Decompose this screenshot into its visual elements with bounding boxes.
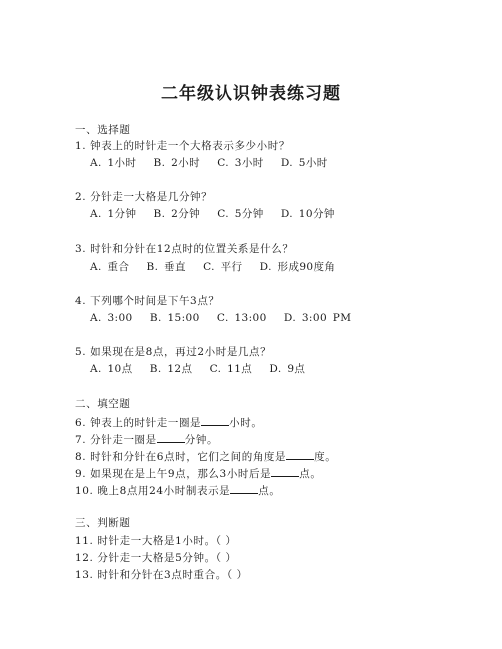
- section-heading-judge: 三、判断题: [75, 517, 131, 529]
- judge-item: 13. 时针和分针在3点时重合。（ ）: [75, 569, 248, 581]
- question-5-options: A. 10点 B. 12点 C. 11点 D. 9点: [90, 363, 306, 375]
- fill-item: [75, 483, 280, 498]
- judge-item: 11. 时针走一大格是1小时。（ ）: [75, 535, 237, 547]
- fill-item: [75, 432, 218, 447]
- question-2-options: A. 1分钟 B. 2分钟 C. 5分钟 D. 10分钟: [90, 208, 335, 220]
- question-1: 1. 钟表上的时针走一个大格表示多少小时？: [75, 140, 290, 152]
- answer-blank[interactable]: [286, 449, 314, 460]
- fill-item-suffix: 小时。: [229, 417, 263, 429]
- section-heading-choice: 一、选择题: [75, 124, 131, 136]
- fill-item-text: 10. 晚上8点用24小时制表示是: [75, 485, 231, 497]
- question-4: 4. 下列哪个时间是下午3点？: [75, 295, 220, 307]
- fill-item-text: 7. 分针走一圈是: [75, 434, 157, 446]
- fill-item-suffix: 点。: [299, 468, 322, 480]
- question-3-options: A. 重合 B. 垂直 C. 平行 D. 形成90度角: [90, 261, 336, 273]
- section-heading-fill: 二、填空题: [75, 398, 131, 410]
- question-2: 2. 分针走一大格是几分钟？: [75, 191, 213, 203]
- fill-item: [75, 415, 262, 430]
- answer-blank[interactable]: [271, 466, 299, 477]
- answer-blank[interactable]: [201, 415, 229, 426]
- page-title: 二年级认识钟表练习题: [161, 84, 341, 104]
- fill-item-text: 6. 钟表上的时针走一圈是: [75, 417, 202, 429]
- fill-item-suffix: 点。: [258, 485, 281, 497]
- fill-item-suffix: 分钟。: [184, 434, 219, 446]
- answer-blank[interactable]: [230, 483, 258, 494]
- question-5: 5. 如果现在是8点，再过2小时是几点？: [75, 346, 272, 358]
- question-3: 3. 时针和分针在12点时的位置关系是什么？: [75, 243, 294, 255]
- judge-item: 12. 分针走一大格是5分钟。（ ）: [75, 552, 237, 564]
- fill-item: [75, 466, 321, 481]
- question-1-options: A. 1小时 B. 2小时 C. 3小时 D. 5小时: [90, 157, 328, 169]
- fill-item-suffix: 度。: [314, 451, 337, 463]
- answer-blank[interactable]: [157, 432, 185, 443]
- question-4-options: A. 3:00 B. 15:00 C. 13:00 D. 3:00 PM: [90, 312, 352, 324]
- fill-item-text: 8. 时针和分针在6点时，它们之间的角度是: [75, 451, 287, 463]
- fill-item-text: 9. 如果现在是上午9点，那么3小时后是: [75, 468, 272, 480]
- fill-item: [75, 449, 336, 464]
